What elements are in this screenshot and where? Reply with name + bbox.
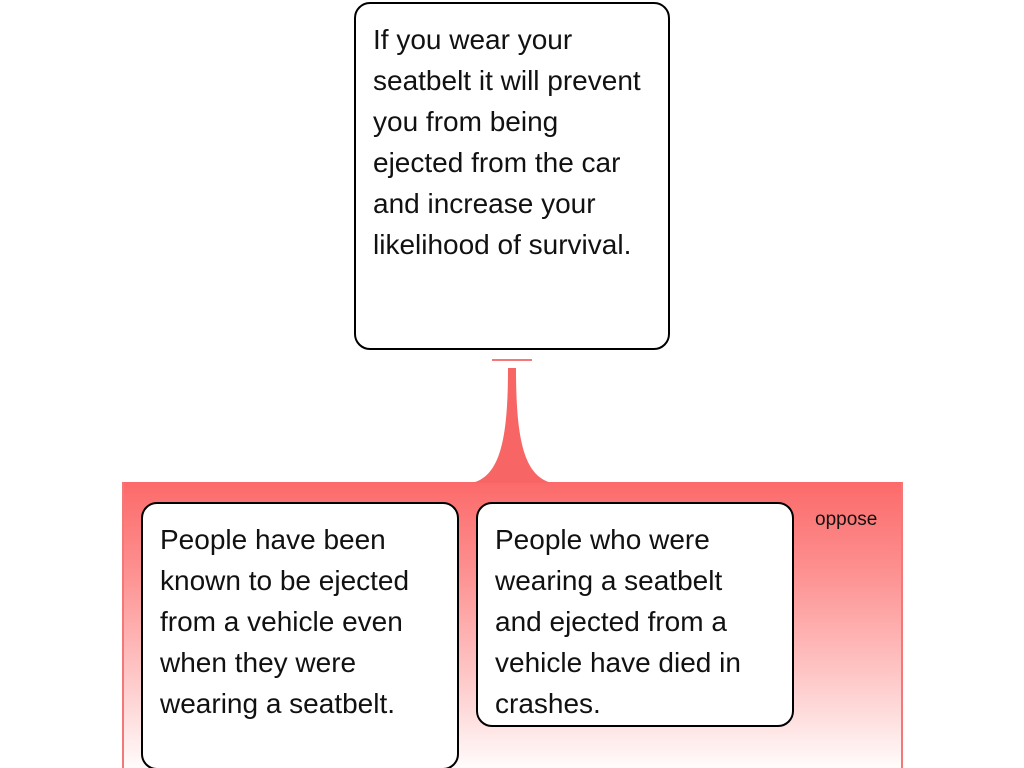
relation-label: oppose [815, 509, 878, 530]
claim-node[interactable] [354, 2, 670, 350]
connector-stem [472, 368, 552, 483]
objection-node[interactable] [476, 502, 794, 727]
objection-text: People who were wearing a seatbelt and ejected from a vehicle have died in crashes. [495, 524, 741, 719]
objection-text: People have been known to be ejected from a vehicle even when they were wearing a seatbelt. [160, 524, 410, 719]
claim-text: If you wear your seatbelt it will prevent you from being ejected from the car and increase your likelihood of survival. [373, 24, 641, 260]
objection-node[interactable] [141, 502, 459, 768]
